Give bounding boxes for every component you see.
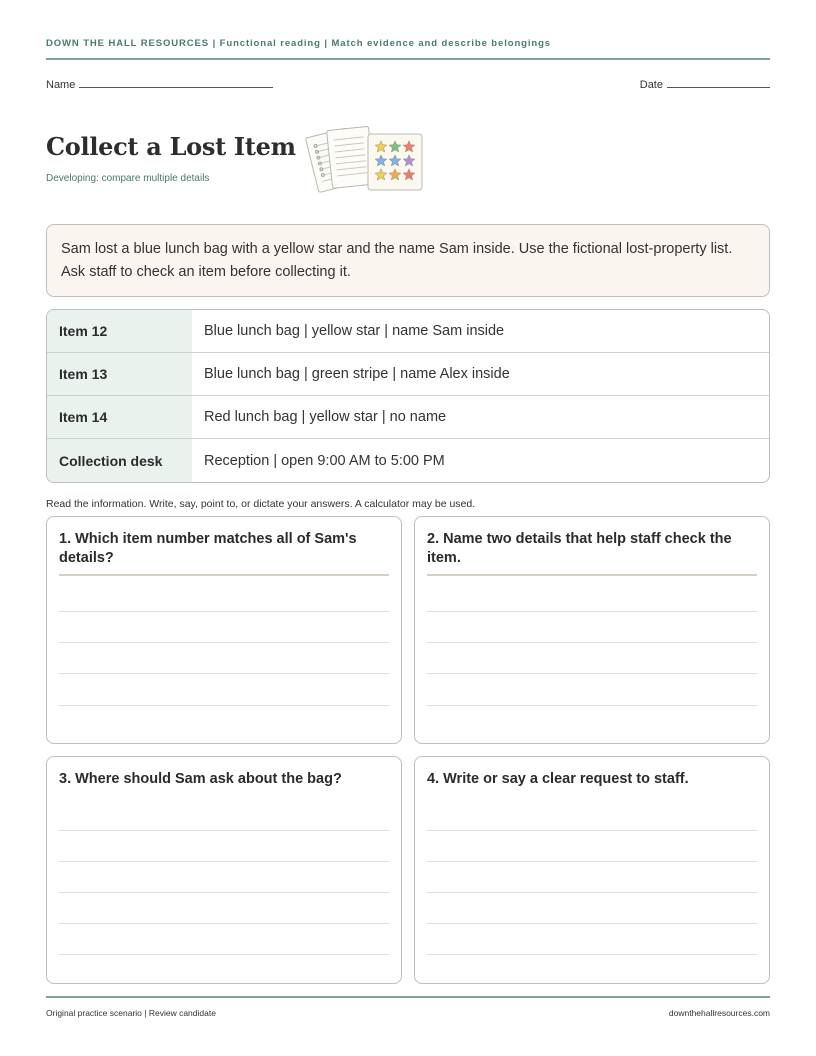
answer-line[interactable]: [59, 642, 389, 643]
table-row: [47, 310, 769, 353]
answer-line[interactable]: [59, 923, 389, 924]
answer-line[interactable]: [59, 861, 389, 862]
date-field[interactable]: [640, 76, 770, 91]
question-box-2[interactable]: [414, 516, 770, 744]
name-line[interactable]: [79, 76, 273, 88]
row-value: Red lunch bag | yellow star | no name: [204, 409, 447, 425]
date-line[interactable]: [667, 76, 770, 88]
page-subtitle: Developing: compare multiple details: [46, 173, 210, 184]
question-text: 4. Write or say a clear request to staff.: [427, 771, 689, 787]
question-box-4[interactable]: [414, 756, 770, 984]
table-row: [47, 439, 769, 483]
scenario-text: Sam lost a blue lunch bag with a yellow star and the name Sam inside. Use the fictional lost-property list. Ask staff to check an item before collecting it.: [46, 224, 770, 297]
answer-line[interactable]: [427, 611, 757, 612]
footer-note: Original practice scenario | Review candidate: [46, 1008, 216, 1018]
answer-line[interactable]: [59, 954, 389, 955]
answer-line[interactable]: [59, 705, 389, 706]
answer-line[interactable]: [59, 574, 389, 576]
answer-line[interactable]: [59, 673, 389, 674]
date-label: Date: [639, 79, 663, 91]
name-field[interactable]: [46, 76, 273, 91]
page-title: Collect a Lost Item: [46, 132, 296, 161]
row-value: Blue lunch bag | green stripe | name Alex inside: [204, 366, 510, 382]
question-text: 2. Name two details that help staff check the item.: [427, 531, 732, 566]
answer-line[interactable]: [427, 892, 757, 893]
answer-line[interactable]: [59, 830, 389, 831]
row-label: Item 13: [47, 353, 192, 395]
row-label: Item 14: [47, 396, 192, 438]
lost-property-table: [46, 309, 770, 483]
header-divider: [46, 58, 770, 60]
answer-line[interactable]: [427, 861, 757, 862]
row-value: Reception | open 9:00 AM to 5:00 PM: [204, 453, 445, 469]
answer-line[interactable]: [427, 954, 757, 955]
answer-line[interactable]: [59, 611, 389, 612]
answer-line[interactable]: [427, 574, 757, 576]
footer-website: downthehallresources.com: [668, 1008, 770, 1018]
name-label: Name: [46, 79, 76, 91]
question-text: 3. Where should Sam ask about the bag?: [59, 771, 342, 787]
question-box-3[interactable]: [46, 756, 402, 984]
header-text: DOWN THE HALL RESOURCES | Functional reading | Match evidence and describe belongings: [46, 38, 551, 49]
answer-line[interactable]: [427, 830, 757, 831]
answer-line[interactable]: [427, 923, 757, 924]
row-label: Collection desk: [47, 439, 192, 483]
instructions-text: Read the information. Write, say, point to, or dictate your answers. A calculator may be used.: [46, 498, 476, 510]
answer-line[interactable]: [427, 705, 757, 706]
checklist-and-star-stickers-icon: [304, 122, 426, 198]
row-value: Blue lunch bag | yellow star | name Sam inside: [204, 323, 505, 339]
question-box-1[interactable]: [46, 516, 402, 744]
answer-line[interactable]: [427, 642, 757, 643]
footer-divider: [46, 996, 770, 998]
question-text: 1. Which item number matches all of Sam's details?: [59, 531, 357, 566]
row-label: Item 12: [47, 310, 192, 352]
answer-line[interactable]: [59, 892, 389, 893]
table-row: [47, 396, 769, 439]
answer-line[interactable]: [427, 673, 757, 674]
table-row: [47, 353, 769, 396]
